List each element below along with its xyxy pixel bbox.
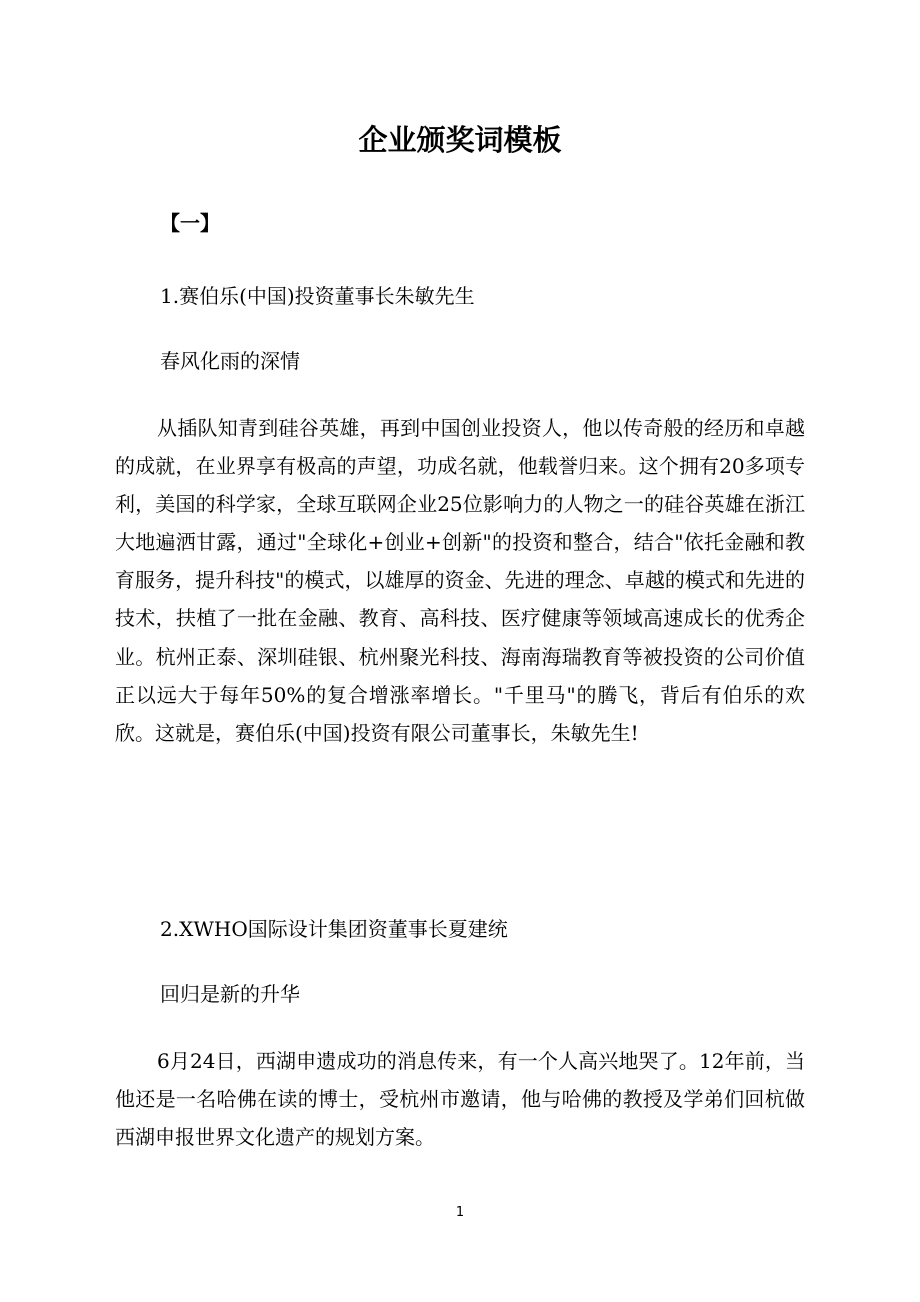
- item-1-heading: 1.赛伯乐(中国)投资董事长朱敏先生: [160, 284, 475, 308]
- document-title: 企业颁奖词模板: [358, 123, 562, 157]
- item-2-subtitle: 回归是新的升华: [160, 982, 300, 1006]
- item-2-heading: 2.XWHO国际设计集团资董事长夏建统: [160, 917, 508, 941]
- section-marker: 【一】: [160, 211, 220, 235]
- item-2-body: 6月24日，西湖申遗成功的消息传来，有一个人高兴地哭了。12年前，当他还是一名哈佛在读的博士，受杭州市邀请，他与哈佛的教授及学弟们回杭做西湖申报世界文化遗产的规划方案。: [115, 1049, 805, 1150]
- item-1-body: 从插队知青到硅谷英雄，再到中国创业投资人，他以传奇般的经历和卓越的成就，在业界享有极高的声望，功成名就，他载誉归来。这个拥有20多项专利，美国的科学家，全球互联网企业25位影响力的人物之一的硅谷英雄在浙江大地遍洒甘露，通过"全球化+创业+创新"的投资和整合，结合"依托金融和教育服务，提升科技"的模式，以雄厚的资金、先进的理念、卓越的模式和先进的技术，扶植了一批在金融、教育、高科技、医疗健康等领域高速成长的优秀企业。杭州正泰、深圳硅银、杭州聚光科技、海南海瑞教育等被投资的公司价值正以远大于每年50%的复合增涨率增长。"千里马"的腾飞，背后有伯乐的欢欣。这就是，赛伯乐(中国)投资有限公司董事长，朱敏先生!: [115, 416, 805, 745]
- item-1-subtitle: 春风化雨的深情: [160, 349, 300, 373]
- page-number: 1: [455, 1205, 465, 1220]
